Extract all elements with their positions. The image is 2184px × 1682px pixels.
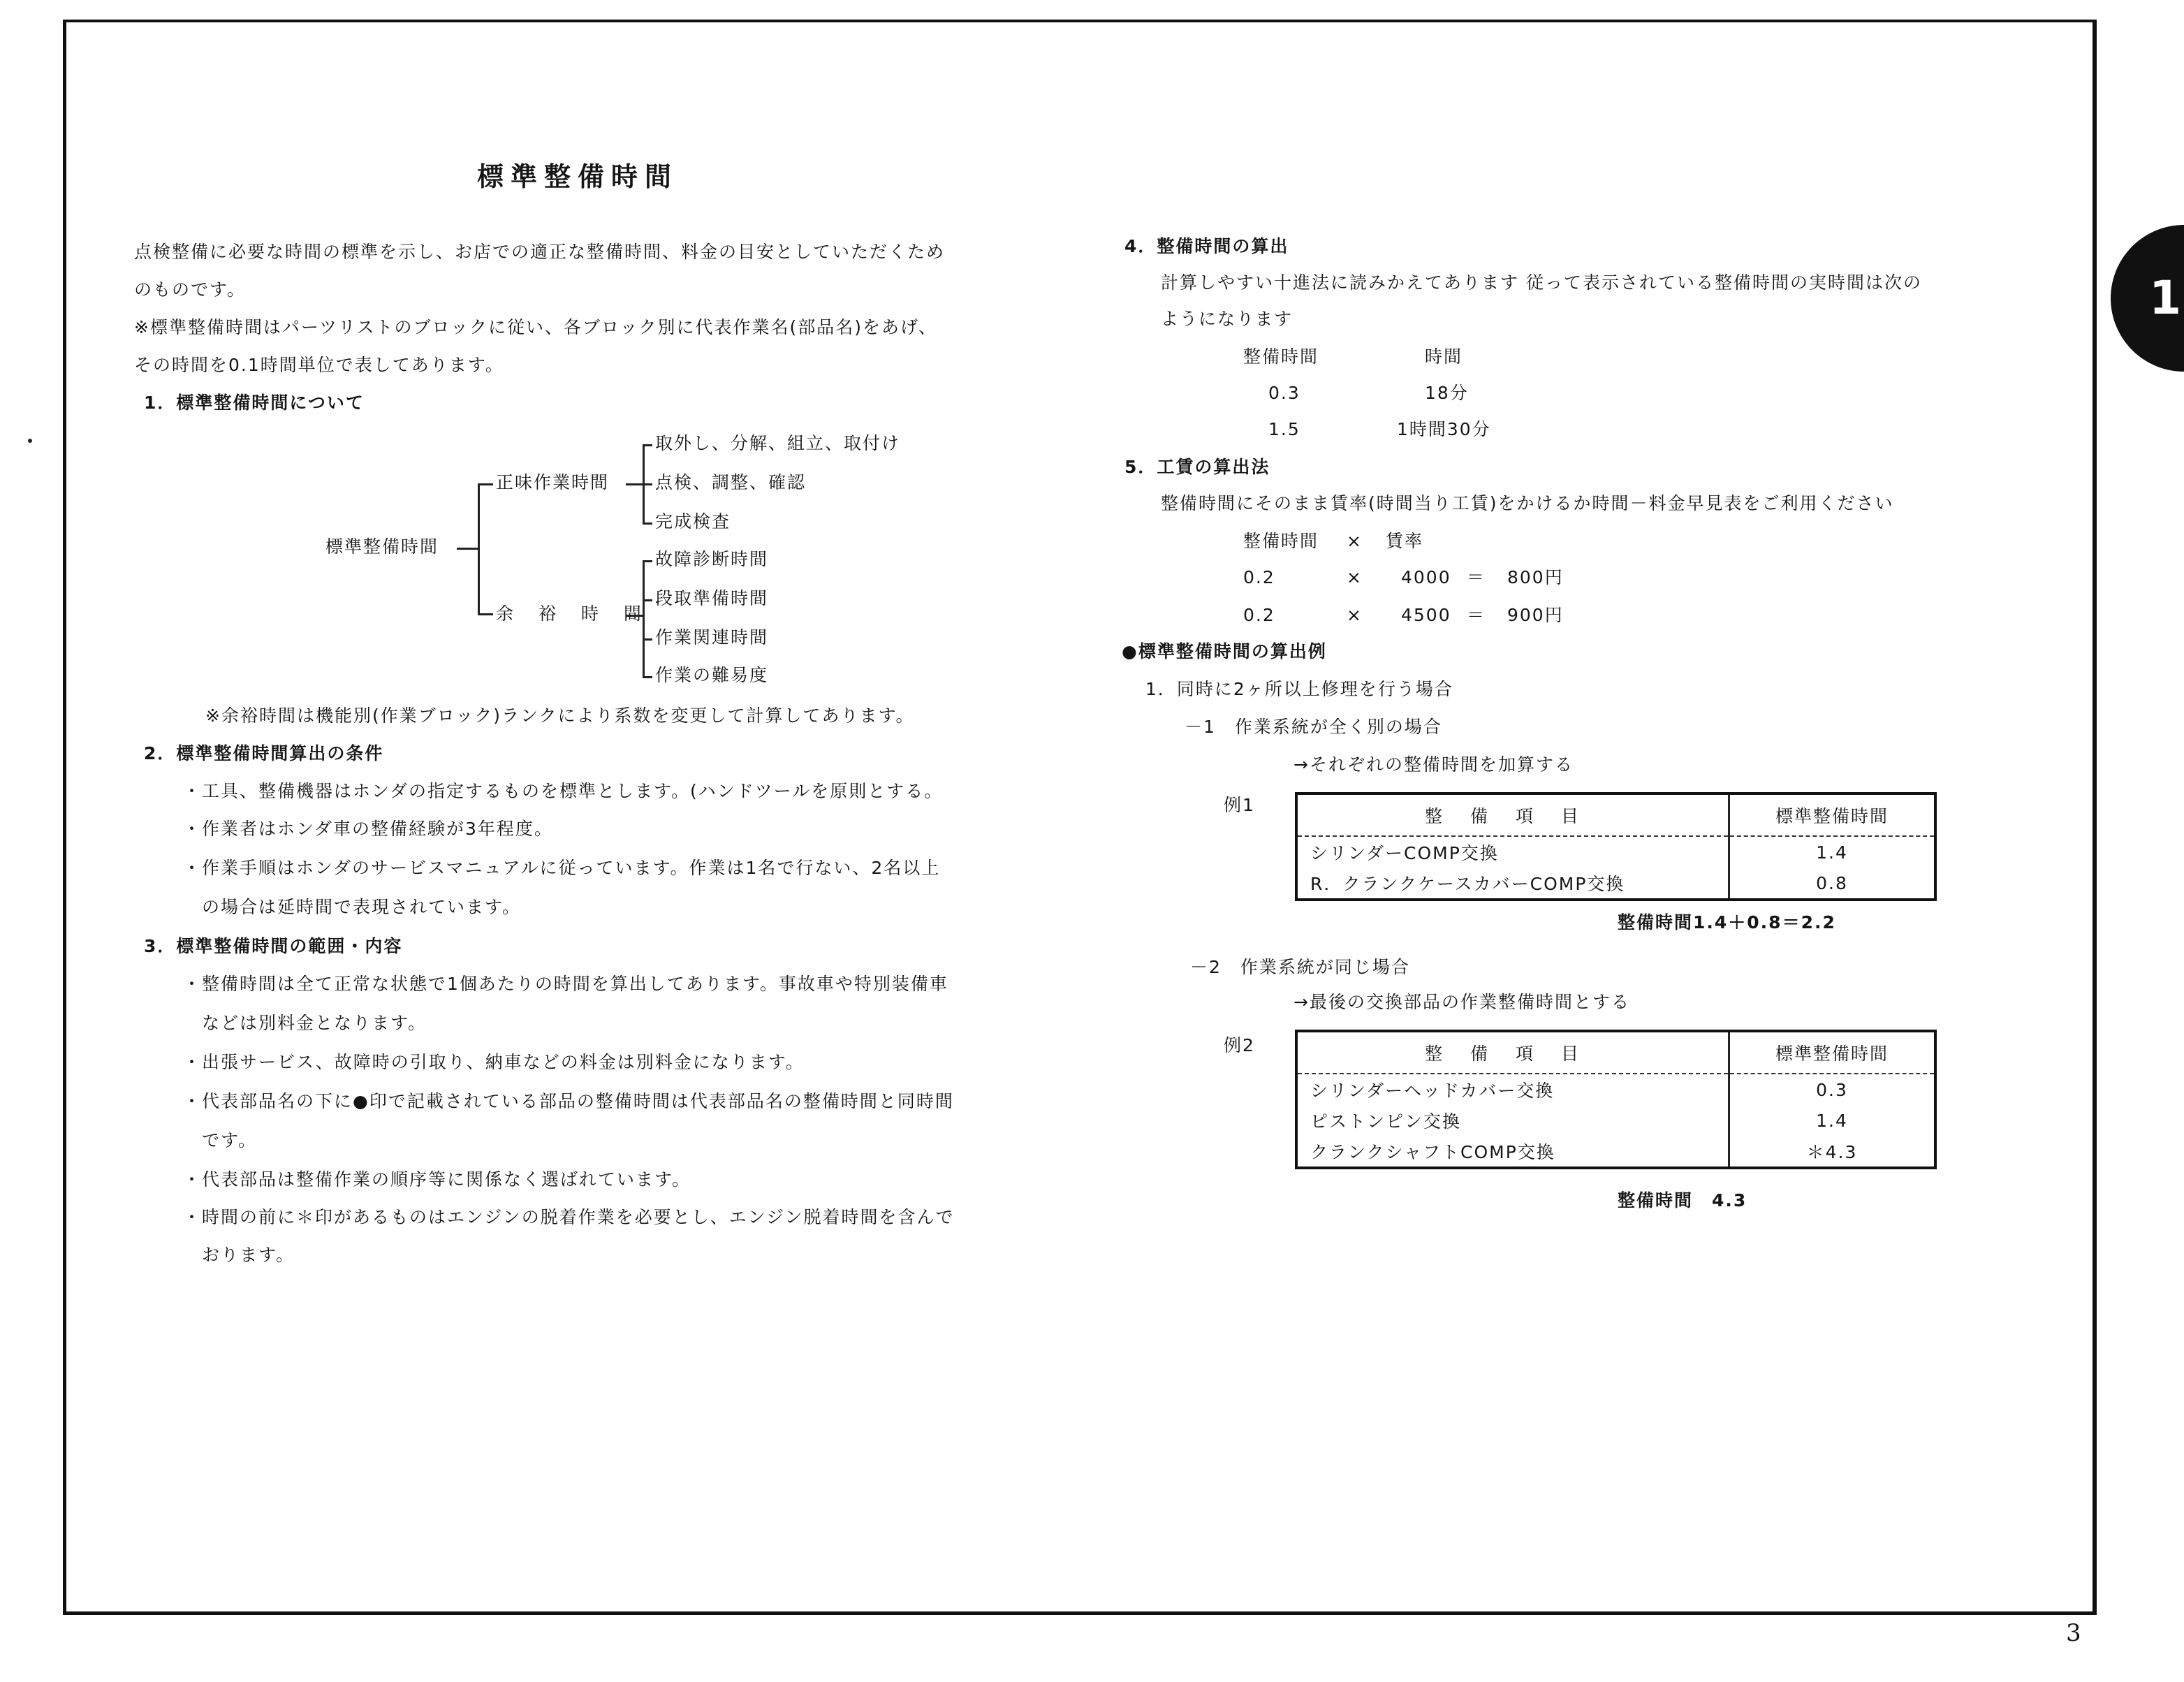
- intro-line-3: ※標準整備時間はパーツリストのブロックに従い、各ブロック別に代表作業名(部品名)をあげ、: [134, 317, 937, 337]
- page-title: 標準整備時間: [477, 161, 679, 192]
- tree-connector: [643, 676, 652, 678]
- intro-line-4: その時間を0.1時間単位で表してあります。: [134, 355, 504, 375]
- formula-cell: ×: [1347, 567, 1363, 587]
- section-4-text: ようになります: [1161, 309, 1293, 329]
- conv-header-hours: 整備時間: [1243, 346, 1319, 367]
- example-1-total: 整備時間1.4＋0.8＝2.2: [1618, 912, 1836, 933]
- section-2-item: ・作業手順はホンダのサービスマニュアルに従っています。作業は1名で行ない、2名以上: [183, 858, 941, 878]
- formula-header-hours: 整備時間: [1243, 531, 1319, 551]
- ex2-header-time: 標準整備時間: [1729, 1031, 1936, 1074]
- table-row-item: シリンダーCOMP交換: [1310, 843, 1499, 863]
- section-5-text: 整備時間にそのまま賃率(時間当り工賃)をかけるか時間－料金早見表をご利用ください: [1161, 493, 1894, 513]
- tree-item: 段取準備時間: [655, 588, 769, 608]
- section-3-item: ・代表部品は整備作業の順序等に関係なく選ばれています。: [183, 1169, 691, 1190]
- formula-cell: 900円: [1507, 605, 1564, 625]
- formula-cell: ＝: [1467, 605, 1486, 625]
- formula-cell: 0.2: [1243, 567, 1275, 587]
- section-1-note: ※余裕時間は機能別(作業ブロック)ランクにより系数を変更して計算してあります。: [205, 705, 915, 726]
- section-5-heading: 5．工賃の算出法: [1124, 457, 1270, 477]
- section-2-heading: 2．標準整備時間算出の条件: [144, 743, 384, 763]
- table-row-time: 1.4: [1729, 836, 1936, 868]
- table-row-item: クランクシャフトCOMP交換: [1310, 1142, 1555, 1162]
- tree-item: 点検、調整、確認: [655, 472, 807, 492]
- conv-cell: 0.3: [1268, 383, 1300, 403]
- formula-cell: ＝: [1467, 567, 1486, 587]
- tree-item: 作業関連時間: [655, 627, 769, 648]
- section-4-text: 計算しやすい十進法に読みかえてあります 従って表示されている整備時間の実時間は次の: [1161, 272, 1922, 293]
- table-row-time: 0.8: [1729, 868, 1936, 900]
- section-3-item: ・代表部品名の下に●印で記載されている部品の整備時間は代表部品名の整備時間と同時間: [183, 1091, 954, 1111]
- section-4-heading: 4．整備時間の算出: [1124, 236, 1289, 256]
- section-2-item: ・作業者はホンダ車の整備経験が3年程度。: [183, 819, 553, 839]
- conv-cell: 1時間30分: [1397, 419, 1491, 439]
- tree-connector: [626, 483, 643, 485]
- page-number: 3: [2066, 1619, 2081, 1647]
- section-2-item: ・工具、整備機器はホンダの指定するものを標準とします。(ハンドツールを原則とする。: [183, 781, 944, 801]
- tree-item: 完成検査: [655, 511, 731, 532]
- tree-bracket: [478, 483, 480, 615]
- tree-connector: [643, 444, 652, 446]
- ex2-header-item: 整備項目: [1296, 1031, 1729, 1074]
- section-3-item: ・出張サービス、故障時の引取り、納車などの料金は別料金になります。: [183, 1052, 805, 1072]
- table-row-time: 1.4: [1729, 1105, 1936, 1136]
- section-3-item: ・時間の前に＊印があるものはエンジンの脱着作業を必要とし、エンジン脱着時間を含んで: [183, 1207, 955, 1227]
- tree-connector: [643, 560, 652, 562]
- tree-connector: [643, 599, 652, 601]
- example-1-label: 例1: [1224, 795, 1255, 815]
- table-row-item: シリンダーヘッドカバー交換: [1310, 1081, 1555, 1101]
- table-row-item: ピストンピン交換: [1310, 1111, 1462, 1132]
- table-row-item: R．クランクケースカバーCOMP交換: [1310, 874, 1625, 894]
- conv-cell: 18分: [1425, 383, 1469, 403]
- section-3-item: ・整備時間は全て正常な状態で1個あたりの時間を算出してあります。事故車や特別装備車: [183, 974, 948, 994]
- tree-bracket: [643, 560, 645, 676]
- tree-item: 作業の難易度: [655, 665, 769, 685]
- case-1-heading: －1 作業系統が全く別の場合: [1185, 717, 1442, 737]
- section-3-item: おります。: [183, 1245, 295, 1265]
- stray-mark: [28, 439, 32, 443]
- tree-item: 取外し、分解、組立、取付け: [655, 433, 901, 453]
- formula-cell: 800円: [1507, 567, 1564, 587]
- section-3-item: です。: [183, 1130, 258, 1150]
- table-row-time: ＊4.3: [1729, 1136, 1936, 1168]
- calc-examples-heading: ●標準整備時間の算出例: [1122, 641, 1327, 661]
- section-2-item: の場合は延時間で表現されています。: [183, 897, 522, 917]
- section-tab-number: 1: [2149, 271, 2181, 325]
- intro-line-1: 点検整備に必要な時間の標準を示し、お店での適正な整備時間、料金の目安としていただくため: [134, 242, 946, 262]
- tree-branch-2: 余 裕 時 間: [496, 604, 651, 624]
- section-3-heading: 3．標準整備時間の範囲・内容: [144, 936, 403, 956]
- section-3-item: などは別料金となります。: [183, 1013, 427, 1033]
- case-2-heading: －2 作業系統が同じ場合: [1190, 957, 1410, 977]
- conv-header-time: 時間: [1425, 346, 1463, 367]
- table-row-time: 0.3: [1729, 1074, 1936, 1105]
- example-2-total: 整備時間 4.3: [1618, 1190, 1747, 1211]
- ex1-header-item: 整備項目: [1296, 794, 1729, 836]
- intro-line-2: のものです。: [134, 279, 247, 300]
- example-2-table: [1295, 1030, 1937, 1169]
- section-1-heading: 1．標準整備時間について: [144, 393, 365, 413]
- formula-cell: 0.2: [1243, 605, 1275, 625]
- formula-header-op: ×: [1347, 531, 1363, 551]
- tree-connector: [643, 638, 652, 641]
- formula-cell: 4500: [1401, 605, 1451, 625]
- tree-connector: [478, 613, 493, 615]
- ex1-header-time: 標準整備時間: [1729, 794, 1936, 836]
- tree-connector: [478, 483, 493, 485]
- calc-case-heading: 1．同時に2ヶ所以上修理を行う場合: [1145, 679, 1453, 699]
- case-1-rule: →それぞれの整備時間を加算する: [1293, 754, 1574, 775]
- tree-connector: [626, 615, 643, 617]
- formula-cell: ×: [1347, 605, 1363, 625]
- formula-cell: 4000: [1401, 567, 1451, 587]
- tree-connector: [643, 522, 652, 525]
- example-2-label: 例2: [1224, 1035, 1255, 1055]
- tree-connector: [643, 483, 652, 485]
- tree-connector: [457, 548, 478, 550]
- example-1-table: [1295, 792, 1937, 901]
- tree-item: 故障診断時間: [655, 549, 769, 569]
- tree-root: 標準整備時間: [325, 536, 439, 557]
- case-2-rule: →最後の交換部品の作業整備時間とする: [1293, 992, 1630, 1012]
- tree-branch-1: 正味作業時間: [496, 472, 610, 492]
- conv-cell: 1.5: [1268, 419, 1300, 439]
- formula-header-rate: 賃率: [1386, 531, 1424, 551]
